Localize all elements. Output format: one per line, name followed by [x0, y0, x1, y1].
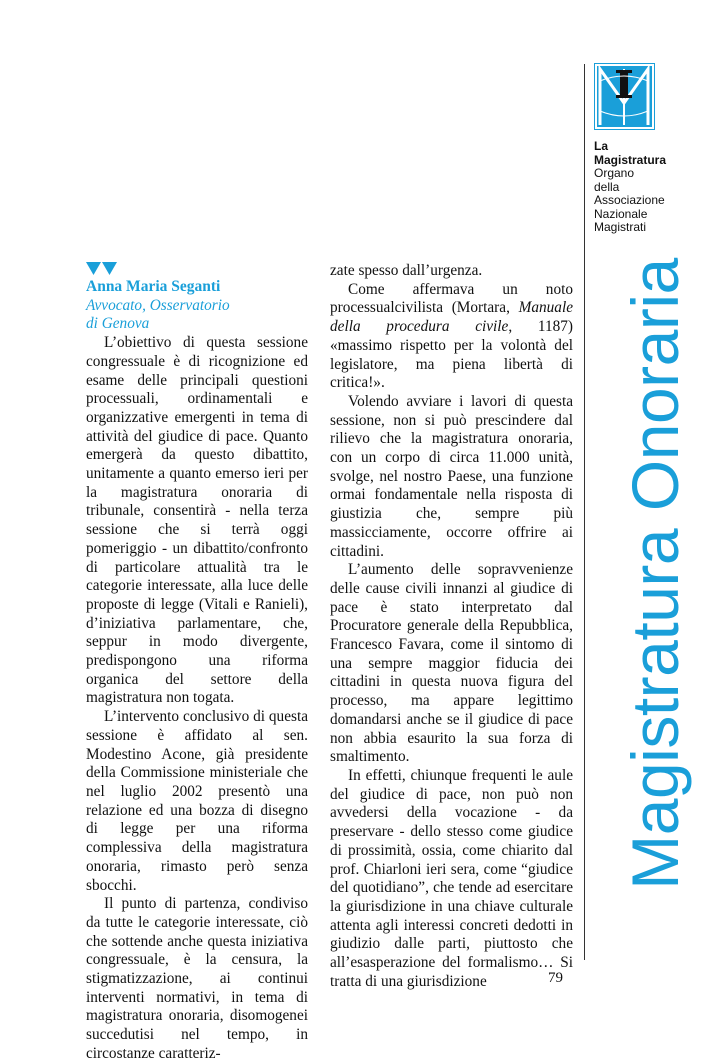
- article-column-right: [330, 262, 573, 991]
- paragraph: zate spesso dall’urgenza.: [330, 262, 483, 279]
- paragraph: L’obiettivo di questa sessione congressuale è di ricognizione ed esame delle principali questioni processuali, ordinamentali e organizzative emergenti in tema di attività del giudice di pace. Quanto emergerà da questo dibattito, unitamente a quanto emerso ieri per la magistratura onoraria di tribunale, consentirà - nella terza sessione che si terrà oggi pomeriggio - un dibattito/confronto di particolare attualità tra le categorie interessate, alla luce delle proposte di legge (Vitali e Ranieli), d’iniziativa parlamentare, che, seppur in modo divergente, predispongono una riforma organica del settore della magistratura non togata.: [86, 334, 308, 707]
- triangle-marker-icon: [102, 262, 117, 275]
- org-line: Nazionale: [594, 206, 648, 221]
- triangle-marker-icon: [86, 262, 101, 275]
- organization-label: [594, 140, 714, 235]
- paragraph: Volendo avviare i lavori di questa sessione, non si può prescindere dal rilievo che la magistratura onoraria, con un corpo di circa 11.000 unità, svolge, nel nostro Paese, una funzione ormai fondamentale nella risposta di giustizia che, sempre più massicciamente, occorre offrire ai cittadini.: [330, 392, 573, 560]
- paragraph: In effetti, chiunque frequenti le aule del giudice di pace, non può non avvedersi della vocazione - da preservare - dello stesso come giudice di prossimità, ossia, come chiarito dal prof. Chiarloni ieri sera, come “giudice del quotidiano”, che tende ad esercitare la giurisdizione in una chiave culturale attenta agli interessi concreti dedotti in giudizio dalle parti, piuttosto che all’esasperazione del formalismo… Si tratta di una giurisdizione: [330, 766, 573, 990]
- paragraph: L’aumento delle sopravvenienze delle cause civili innanzi al giudice di pace è stato interpretato dal Procuratore generale della Repubblica, Francesco Favara, come il sintomo di una sempre maggior fiducia dei cittadini in questa nuova figura del processo, ma appare legittimo domandarsi anche se il giudice di pace non abbia esaurito la sua forza di smaltimento.: [330, 561, 573, 766]
- paragraph: L’intervento conclusivo di questa sessione è affidato al sen. Modestino Acone, già presidente della Commissione ministeriale che nel luglio 2002 presentò una relazione ed una bozza di disegno di legge per una riforma complessiva della magistratura onoraria, rimasto però senza sbocchi.: [86, 708, 308, 894]
- org-line: Magistrati: [594, 220, 647, 234]
- org-line: La: [594, 139, 609, 153]
- text-run: Come affermava un noto processualcivilista (Mortara,: [330, 280, 573, 317]
- paragraph: [330, 281, 573, 393]
- author-role: Avvocato, Osservatorio: [86, 296, 230, 314]
- org-line: Magistratura: [594, 152, 667, 167]
- author-markers: [86, 262, 308, 276]
- page-number: 79: [548, 970, 563, 986]
- text-run: , 1187) «massimo rispetto per la volontà del legislatore, ma piena libertà di critica!».: [330, 318, 573, 392]
- author-name: Anna Maria Seganti: [86, 278, 221, 295]
- author-block: [86, 278, 308, 334]
- sidebar-divider-line: [584, 64, 585, 960]
- article-column-left: [86, 262, 308, 1064]
- org-line: Associazione: [594, 193, 665, 207]
- org-line: della: [594, 179, 620, 194]
- section-title: Magistratura Onoraria: [618, 258, 692, 890]
- book-title: Manuale della procedura civile: [330, 299, 573, 336]
- paragraph: Il punto di partenza, condiviso da tutte le categorie interessate, ciò che sottende anche questa iniziativa congressuale, è la censura, la stigmatizzazione, ai continui interventi normativi, in tema di magistratura onoraria, disomogenei succedutisi nel tempo, in circostanze caratteriz-: [86, 895, 308, 1062]
- author-role: di Genova: [86, 315, 150, 333]
- magistratura-logo-icon: [594, 63, 655, 130]
- org-line: Organo: [594, 166, 635, 180]
